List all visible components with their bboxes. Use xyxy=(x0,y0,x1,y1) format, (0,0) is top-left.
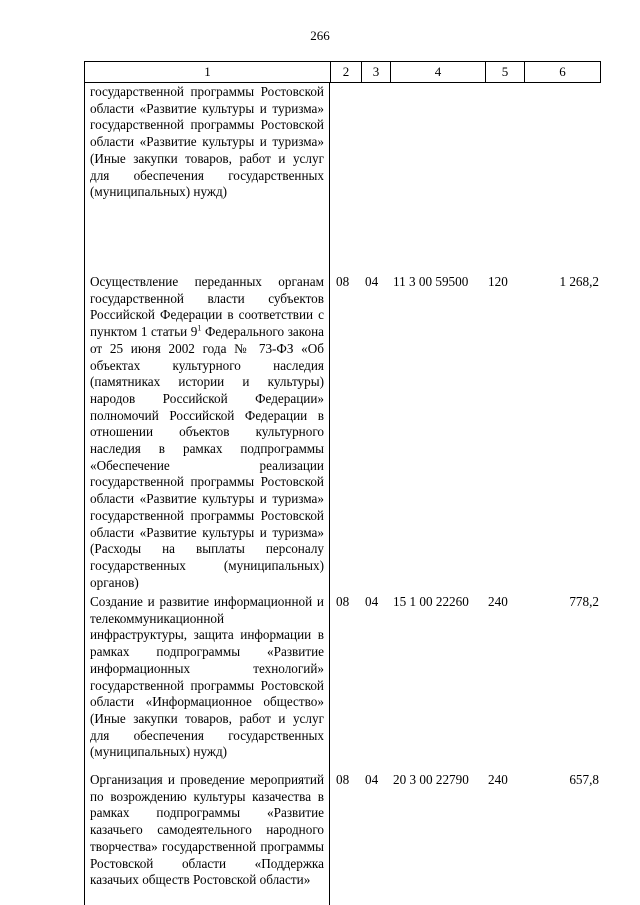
table-header-row xyxy=(84,61,601,83)
superscript-note: 1 xyxy=(197,323,202,333)
row-subsection: 04 xyxy=(365,594,379,609)
header-col-6: 6 xyxy=(524,62,600,82)
row-target-code: 20 3 00 22790 xyxy=(393,772,469,787)
table-row xyxy=(84,594,601,769)
table-row xyxy=(84,274,601,590)
page-number: 266 xyxy=(310,28,330,43)
row-target-code: 11 3 00 59500 xyxy=(393,274,469,289)
row-description: государственной программы Ростовской области «Развитие культуры и туризма» государственной программы Ростовской области «Развитие культуры и туризма» (Иные закупки товаров, работ и услуг для обеспечения государственных (муниципальных) нужд) xyxy=(90,84,324,200)
row-subsection: 04 xyxy=(365,274,379,289)
row-target-code: 15 1 00 22260 xyxy=(393,594,469,609)
row-section: 08 xyxy=(336,594,350,609)
header-col-1: 1 xyxy=(204,64,211,79)
table-row xyxy=(84,84,601,214)
row-expense-type: 120 xyxy=(488,274,508,289)
row-expense-type: 240 xyxy=(488,772,508,787)
row-sum: 1 268,2 xyxy=(559,274,599,289)
header-col-5: 5 xyxy=(485,62,524,82)
row-subsection: 04 xyxy=(365,772,379,787)
header-col-4: 4 xyxy=(390,62,485,82)
budget-table xyxy=(84,61,601,905)
row-section: 08 xyxy=(336,772,350,787)
row-description: Создание и развитие информационной и телекоммуникационной инфраструктуры, защита информации в рамках подпрограммы «Развитие информационных технологий» государственной программы Ростовской области «Информационное общество» (Иные закупки товаров, работ и услуг для обеспечения государственных (муниципальных) нужд) xyxy=(90,594,324,760)
row-sum: 778,2 xyxy=(569,594,599,609)
row-section: 08 xyxy=(336,274,350,289)
header-col-3: 3 xyxy=(361,62,390,82)
header-col-2: 2 xyxy=(330,62,361,82)
table-row xyxy=(84,772,601,902)
row-description: Осуществление переданных органам государственной власти субъектов Российской Федерации в соответствии с пунктом 1 статьи $9^1$ Федерального закона от 25 июня 2002 года № 73-ФЗ «Об объектах культурного наследия (памятниках истории и культуры) народов Российской Федерации» полномочий Российской Федерации в отношении объектов культурного наследия в рамках подпрограммы «Обеспечение реализации государственной программы Ростовской области «Развитие культуры и туризма» государственной программы Ростовской области «Развитие культуры и туризма» (Расходы на выплаты персоналу государственных (муниципальных) органов) xyxy=(90,274,324,590)
row-expense-type: 240 xyxy=(488,594,508,609)
row-description: Организация и проведение мероприятий по возрождению культуры казачества в рамках подпрограммы «Развитие казачьего самодеятельного народного творчества» государственной программы Ростовской области «Поддержка казачьих обществ Ростовской области» xyxy=(90,772,324,888)
row-sum: 657,8 xyxy=(569,772,599,787)
